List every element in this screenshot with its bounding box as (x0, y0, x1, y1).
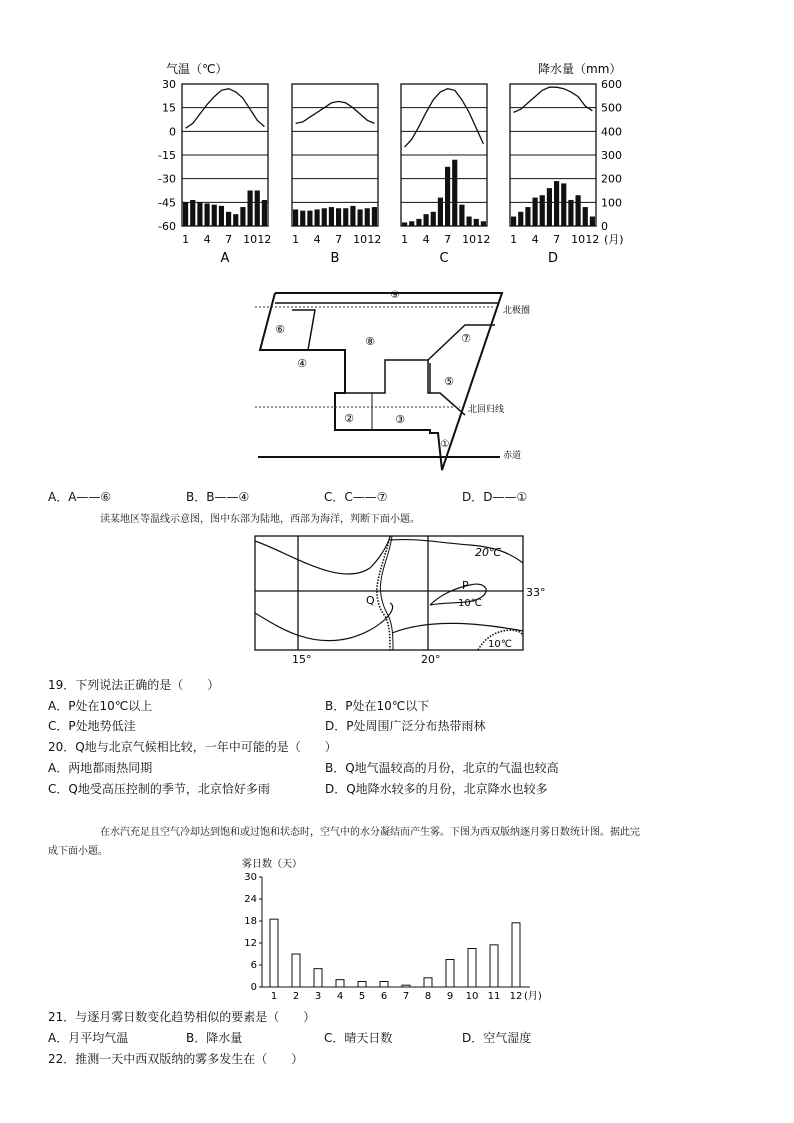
climate-charts-svg (0, 0, 794, 270)
intro-19: 读某地区等温线示意图，图中东部为陆地，西部为海洋，判断下面小题。 (100, 514, 420, 525)
fog-bar (424, 978, 432, 987)
fog-bar (402, 985, 410, 987)
precip-bar (197, 202, 202, 226)
isotherm-map-svg (250, 533, 550, 668)
temp-tick: -30 (158, 172, 176, 186)
q21-option-d[interactable]: D．空气湿度 (462, 1031, 532, 1045)
isotherm-10-label: 10℃ (458, 598, 482, 609)
temp-tick: 0 (169, 125, 176, 139)
month-tick: 4 (203, 233, 211, 246)
precip-bar (568, 200, 573, 226)
fog-x-tick: 7 (402, 991, 410, 1002)
fog-y-tick: 18 (244, 916, 257, 927)
isotherm-20-label: 20℃ (475, 546, 502, 559)
precip-bar (240, 207, 245, 226)
month-tick: 7 (225, 233, 233, 246)
month-tick: 1 (182, 233, 190, 246)
intro-21-line1: 在水汽充足且空气冷却达到饱和或过饱和状态时，空气中的水分凝结而产生雾。下图为西双版纳逐月雾日数统计图。据此完 (100, 827, 640, 838)
month-tick: 12 (257, 233, 272, 246)
precip-bar (300, 211, 305, 226)
month-tick: 4 (313, 233, 321, 246)
precip-bar (590, 217, 595, 226)
climate-panel-label: A (220, 251, 230, 266)
q20-option-b[interactable]: B．Q地气温较高的月份，北京的气温也较高 (325, 761, 559, 775)
q19-option-c[interactable]: C．P处地势低洼 (48, 719, 136, 733)
month-tick: 1 (510, 233, 518, 246)
region-9: ⑨ (390, 290, 400, 301)
q21-option-b[interactable]: B．降水量 (186, 1031, 243, 1045)
month-tick: 10 (243, 233, 258, 246)
fog-x-tick: 3 (314, 991, 322, 1002)
precip-tick: 400 (601, 125, 622, 139)
isotherm-map (250, 533, 550, 668)
precip-bar (315, 209, 320, 226)
fog-y-tick: 30 (244, 872, 257, 883)
equator-label: 赤道 (503, 451, 522, 461)
precip-bar (424, 214, 429, 226)
precip-tick: 200 (601, 172, 622, 186)
option-18-c[interactable]: C．C——⑦ (324, 490, 388, 504)
precip-bar (518, 212, 523, 226)
fog-x-tick: 8 (424, 991, 432, 1002)
fog-x-tick: 11 (487, 991, 501, 1002)
precip-bar (576, 195, 581, 226)
q21-option-c[interactable]: C．晴天日数 (324, 1031, 393, 1045)
precip-bar (409, 221, 414, 226)
region-2: ② (344, 412, 354, 425)
region-3: ③ (395, 413, 405, 426)
region-5: ⑤ (444, 375, 454, 388)
region-7: ⑦ (461, 332, 471, 345)
fog-bar (446, 960, 454, 988)
temp-tick: 30 (162, 78, 176, 91)
q21-option-a[interactable]: A．月平均气温 (48, 1031, 129, 1045)
precip-tick: 300 (601, 149, 622, 162)
month-tick: 10 (462, 233, 477, 246)
intro-21-line2: 成下面小题。 (48, 846, 108, 857)
precip-bar (183, 202, 188, 226)
precip-bar (226, 212, 231, 226)
precip-bar (190, 200, 195, 226)
q19-option-b[interactable]: B．P处在10℃以下 (325, 699, 430, 713)
fog-chart-svg (230, 855, 560, 1005)
fog-x-tick: 10 (465, 991, 479, 1002)
precip-bar (343, 208, 348, 226)
question-22: 22．推测一天中西双版纳的雾多发生在（ ） (48, 1052, 304, 1066)
region-1: ① (440, 439, 450, 450)
option-18-b[interactable]: B．B——④ (186, 490, 250, 504)
month-tick: 7 (444, 233, 452, 246)
fog-x-tick: 9 (446, 991, 454, 1002)
fog-chart (230, 855, 560, 1005)
temp-tick: -60 (158, 220, 176, 233)
region-6: ⑥ (275, 323, 285, 336)
precip-bar (219, 206, 224, 226)
precip-bar (358, 209, 363, 226)
month-unit: (月) (604, 233, 624, 246)
q20-option-a[interactable]: A．两地都雨热同期 (48, 761, 153, 775)
temp-curve (514, 87, 593, 112)
month-tick: 7 (553, 233, 561, 246)
continent-diagram-svg (250, 285, 550, 475)
climate-panel-label: B (330, 251, 340, 266)
climate-charts (0, 0, 794, 270)
precip-bar (255, 191, 260, 227)
fog-bar (512, 923, 520, 987)
precip-tick: 500 (601, 101, 622, 115)
temp-curve (296, 101, 375, 123)
fog-y-tick: 0 (250, 982, 257, 993)
tropic-label: 北回归线 (468, 405, 505, 415)
precip-bar (459, 205, 464, 226)
precip-bar (248, 191, 253, 227)
temp-curve (405, 89, 484, 147)
precip-bar (533, 198, 538, 226)
continent-diagram (250, 285, 550, 475)
temp-curve (186, 89, 265, 129)
month-tick: 4 (531, 233, 539, 246)
option-18-a[interactable]: A．A——⑥ (48, 490, 112, 504)
month-tick: 10 (353, 233, 368, 246)
precip-bar (350, 206, 355, 226)
precip-bar (233, 214, 238, 226)
precip-tick: 0 (601, 220, 608, 233)
q19-option-a[interactable]: A．P处在10℃以上 (48, 699, 153, 713)
precip-bar (293, 209, 298, 226)
precip-bar (561, 183, 566, 226)
precip-bar (583, 207, 588, 226)
precip-bar (212, 205, 217, 226)
option-18-d[interactable]: D．D——① (462, 490, 528, 504)
month-tick: 10 (571, 233, 586, 246)
precip-axis-title: 降水量（mm） (538, 62, 622, 76)
question-19: 19．下列说法正确的是（ ） (48, 678, 220, 692)
precip-bar (525, 207, 530, 226)
fog-y-tick: 24 (244, 894, 257, 905)
precip-bar (547, 188, 552, 226)
temp-tick: -15 (158, 149, 176, 162)
fog-bar (270, 919, 278, 987)
fog-x-tick: 1 (270, 991, 278, 1002)
precip-bar (445, 167, 450, 226)
fog-bar (490, 945, 498, 987)
fog-y-tick: 6 (250, 960, 257, 971)
isotherm-10-coast-label: 10℃ (488, 639, 512, 650)
precip-bar (372, 207, 377, 226)
latitude-33: 33° (526, 586, 546, 599)
month-tick: 12 (585, 233, 600, 246)
precip-bar (262, 200, 267, 226)
fog-x-tick: 4 (336, 991, 344, 1002)
temp-tick: 15 (162, 101, 176, 115)
fog-bar (314, 969, 322, 987)
region-8: ⑧ (365, 335, 375, 348)
precip-bar (416, 219, 421, 226)
precip-bar (474, 219, 479, 226)
precip-bar (322, 208, 327, 226)
precip-bar (438, 198, 443, 226)
precip-bar (540, 195, 545, 226)
month-tick: 1 (401, 233, 409, 246)
q19-option-d[interactable]: D．P处周围广泛分布热带雨林 (325, 719, 486, 733)
fog-x-tick: 12 (509, 991, 523, 1002)
longitude-20: 20° (421, 653, 441, 666)
fog-bar (336, 980, 344, 987)
precip-bar (336, 208, 341, 226)
precip-tick: 100 (601, 196, 622, 210)
longitude-15: 15° (292, 653, 312, 666)
month-tick: 4 (422, 233, 430, 246)
climate-panel-label: D (547, 251, 559, 266)
precip-bar (452, 160, 457, 226)
question-20: 20．Q地与北京气候相比较，一年中可能的是（ ） (48, 740, 337, 754)
temp-tick: -45 (158, 196, 176, 210)
region-4: ④ (297, 357, 307, 370)
temp-axis-title: 气温（℃） (166, 62, 228, 76)
arctic-circle-label: 北极圈 (503, 306, 531, 316)
fog-chart-title: 雾日数（天） (242, 859, 302, 870)
precip-bar (481, 221, 486, 226)
fog-y-tick: 12 (244, 938, 257, 949)
fog-x-unit: (月) (524, 991, 542, 1002)
month-tick: 12 (476, 233, 491, 246)
point-q: Q (366, 594, 375, 607)
fog-x-tick: 6 (380, 991, 388, 1002)
q20-option-c[interactable]: C．Q地受高压控制的季节，北京恰好多雨 (48, 782, 270, 796)
point-p: P (462, 579, 469, 592)
precip-tick: 600 (601, 78, 622, 91)
month-tick: 12 (367, 233, 382, 246)
precip-bar (402, 222, 407, 226)
climate-panel-label: C (439, 251, 449, 266)
month-tick: 1 (292, 233, 300, 246)
fog-bar (292, 954, 300, 987)
month-tick: 7 (335, 233, 343, 246)
precip-bar (554, 181, 559, 226)
precip-bar (511, 217, 516, 226)
fog-bar (468, 949, 476, 988)
precip-bar (365, 208, 370, 226)
precip-bar (431, 212, 436, 226)
fog-x-tick: 2 (292, 991, 300, 1002)
fog-bar (358, 982, 366, 988)
precip-bar (467, 217, 472, 226)
precip-bar (329, 207, 334, 226)
precip-bar (205, 204, 210, 226)
question-21: 21．与逐月雾日数变化趋势相似的要素是（ ） (48, 1010, 316, 1024)
fog-x-tick: 5 (358, 991, 366, 1002)
fog-bar (380, 982, 388, 988)
precip-bar (307, 211, 312, 226)
q20-option-d[interactable]: D．Q地降水较多的月份，北京降水也较多 (325, 782, 548, 796)
